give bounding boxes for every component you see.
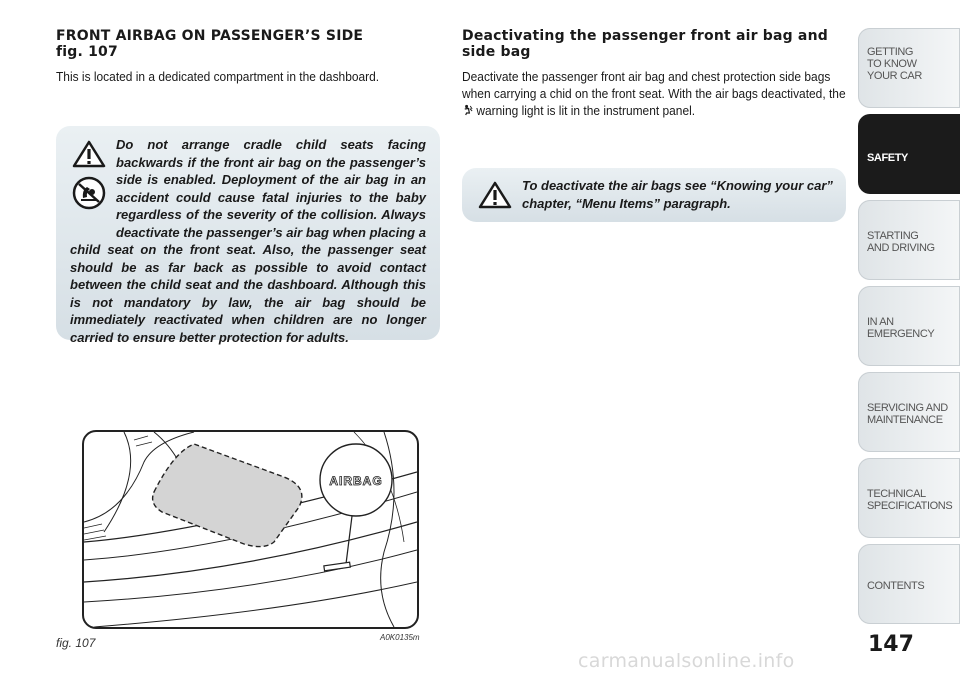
figure-caption: fig. 107	[56, 636, 96, 650]
tab-label: CONTENTS	[867, 580, 925, 592]
tab-label: TECHNICAL SPECIFICATIONS	[867, 488, 953, 512]
watermark: carmanualsonline.info	[578, 650, 795, 672]
warning-child-seat-text: Do not arrange cradle child seats facing backwards if the front air bag on the passenger’s side is enabled. Deployment of the air bag in an accident could cause fatal injuries to the baby regardless of the severity of the collision. Always deactivate the passenger’s air bag when placing a child seat on the front seat. Also, the passenger seat should be as far back as possible to avoid contact between the child seat and the dashboard. Although this is not mandatory by law, the air bag should be immediately reactivated when children are no longer carried to ensure better protection for adults.	[70, 137, 426, 345]
tab-starting-and-driving[interactable]	[858, 200, 960, 280]
airbag-label: AIRBAG	[329, 474, 383, 488]
left-column	[56, 28, 440, 85]
page-number: 147	[868, 632, 914, 657]
tab-label: GETTING TO KNOW YOUR CAR	[867, 46, 922, 82]
deactivation-heading: Deactivating the passenger front air bag and side bag	[462, 28, 828, 60]
tab-safety[interactable]	[858, 114, 960, 194]
tab-in-an-emergency[interactable]	[858, 286, 960, 366]
tab-label: SAFETY	[867, 152, 908, 164]
right-column	[462, 28, 846, 119]
tab-label: SERVICING AND MAINTENANCE	[867, 402, 948, 426]
figure-code: A0K0135m	[380, 633, 420, 642]
deactivation-text-part-1: Deactivate the passenger front air bag and chest protection side bags when carrying a chid on the front seat. With the air bags deactivated, the	[462, 69, 846, 101]
heading-line-1: FRONT AIRBAG ON PASSENGER’S SIDE	[56, 28, 364, 44]
deactivation-text-part-2: warning light is lit in the instrument panel.	[476, 103, 696, 118]
body-paragraph: This is located in a dedicated compartment in the dashboard.	[56, 69, 380, 84]
deactivation-paragraph	[462, 68, 848, 119]
heading-line-2: fig. 107	[56, 44, 118, 60]
warning-menu-items-text: To deactivate the air bags see “Knowing your car” chapter, “Menu Items” paragraph.	[522, 178, 833, 211]
tab-contents[interactable]	[858, 544, 960, 624]
airbag-off-warning-light-icon	[462, 104, 473, 116]
warning-box-child-seat	[56, 126, 440, 345]
warning-triangle-icon	[478, 181, 512, 209]
tab-getting-to-know-your-car[interactable]	[858, 28, 960, 108]
warning-box-menu-items	[462, 168, 846, 222]
warning-text	[70, 136, 426, 346]
tab-servicing-and-maintenance[interactable]	[858, 372, 960, 452]
figure-107-illustration	[82, 430, 419, 629]
tab-label: STARTING AND DRIVING	[867, 230, 935, 254]
section-heading	[56, 28, 440, 60]
tab-technical-specifications[interactable]	[858, 458, 960, 538]
dashboard-drawing	[84, 432, 417, 627]
tab-label: IN AN EMERGENCY	[867, 316, 935, 340]
